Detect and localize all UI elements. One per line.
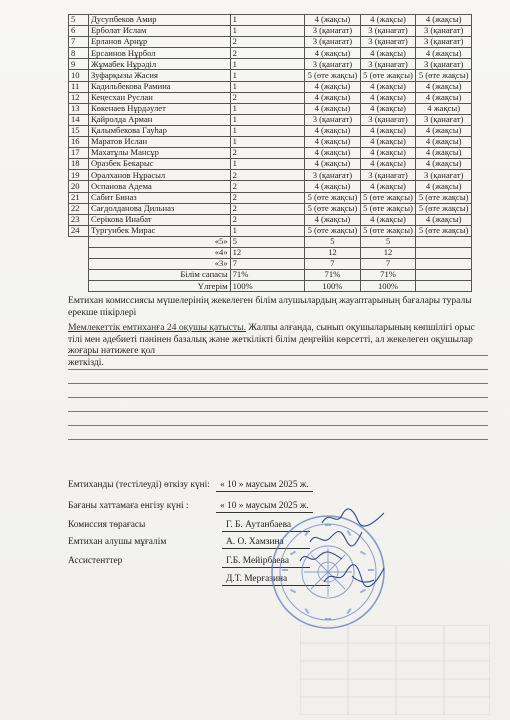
grade-final: 3 (қанағат) (416, 170, 472, 181)
teacher-name: А. О. Хамзина (222, 536, 310, 549)
grade-written: 4 (жақсы) (360, 137, 416, 148)
empty-cell (416, 281, 472, 292)
grade-final: 4 (жақсы) (416, 137, 472, 148)
variant-number: 1 (230, 15, 305, 26)
empty-cell (416, 259, 472, 270)
variant-number: 2 (230, 37, 305, 48)
entry-date-value: « 10 » маусым 2025 ж. (216, 500, 313, 513)
commission-opinion-title: Емтихан комиссиясы мүшелерінің жекелеген білім алушылардың жауаптарының бағалары туралы ерекше пікірлері (68, 295, 472, 318)
grade-oral: 4 (жақсы) (305, 159, 361, 170)
grade-final: 4 (жақсы) (416, 81, 472, 92)
variant-number: 1 (230, 103, 305, 114)
grade-oral: 3 (қанағат) (305, 114, 361, 125)
variant-number: 1 (230, 70, 305, 81)
table-row (69, 70, 472, 81)
summary-value-variant: 100% (230, 281, 305, 292)
variant-number: 2 (230, 214, 305, 225)
grade-final: 4 (жақсы) (416, 148, 472, 159)
blank-line (68, 411, 488, 412)
variant-number: 1 (230, 81, 305, 92)
variant-number: 2 (230, 203, 305, 214)
summary-value-oral: 5 (305, 236, 361, 247)
blank-cell (69, 259, 89, 270)
student-name: Махатұлы Мансұр (88, 148, 230, 159)
variant-number: 1 (230, 125, 305, 136)
grade-written: 3 (қанағат) (360, 59, 416, 70)
grade-oral: 3 (қанағат) (305, 170, 361, 181)
grade-final: 3 (қанағат) (416, 59, 472, 70)
variant-number: 2 (230, 181, 305, 192)
student-name: Қайролда Арман (88, 114, 230, 125)
table-row (69, 203, 472, 214)
grades-table (68, 14, 472, 292)
variant-number: 1 (230, 225, 305, 236)
grade-oral: 4 (жақсы) (305, 125, 361, 136)
row-number: 13 (69, 103, 89, 114)
student-name: Кадильбекова Рамина (88, 81, 230, 92)
grade-final: 5 (өте жақсы) (416, 203, 472, 214)
row-number: 22 (69, 203, 89, 214)
table-row (69, 103, 472, 114)
table-row (69, 37, 472, 48)
table-row (69, 81, 472, 92)
grade-final: 4 (жақсы) (416, 181, 472, 192)
grade-oral: 4 (жақсы) (305, 214, 361, 225)
summary-value-oral: 12 (305, 247, 361, 258)
student-name: Тургунбек Мирас (88, 225, 230, 236)
row-number: 21 (69, 192, 89, 203)
summary-label: «5» (88, 236, 230, 247)
blank-cell (69, 236, 89, 247)
grade-final: 4 (жақсы) (416, 159, 472, 170)
exam-date-label: Емтиханды (тестілеуді) өткізу күні: (68, 480, 210, 490)
summary-value-variant: 5 (230, 236, 305, 247)
summary-value-written: 12 (360, 247, 416, 258)
student-name: Қалымбекова Гауһар (88, 125, 230, 136)
entry-date-label: Бағаны хаттамаға енгізу күні : (68, 501, 189, 511)
summary-label: Үлгерім (88, 281, 230, 292)
grade-written: 4 (жақсы) (360, 15, 416, 26)
empty-cell (416, 270, 472, 281)
table-row (69, 59, 472, 70)
grade-oral: 3 (қанағат) (305, 59, 361, 70)
variant-number: 2 (230, 148, 305, 159)
row-number: 19 (69, 170, 89, 181)
commission-opinion-text (68, 322, 488, 368)
blank-cell (69, 281, 89, 292)
grade-written: 5 (өте жақсы) (360, 203, 416, 214)
grade-final: 3 (қанағат) (416, 114, 472, 125)
grade-written: 3 (қанағат) (360, 37, 416, 48)
grade-final: 4 жақсы) (416, 103, 472, 114)
summary-label: Білім сапасы (88, 270, 230, 281)
grade-written: 5 (өте жақсы) (360, 192, 416, 203)
student-name: Оспанова Адема (88, 181, 230, 192)
row-number: 15 (69, 125, 89, 136)
summary-value-oral: 71% (305, 270, 361, 281)
blank-line (68, 425, 488, 426)
blank-cell (69, 270, 89, 281)
grade-oral: 3 (қанағат) (305, 37, 361, 48)
grade-oral: 5 (өте жақсы) (305, 192, 361, 203)
assistant-2-name: Д.Т. Мерғазина (222, 573, 330, 586)
table-row (69, 148, 472, 159)
table-row (69, 159, 472, 170)
grade-oral: 3 (қанағат) (305, 26, 361, 37)
grade-written: 4 (жақсы) (360, 181, 416, 192)
summary-value-oral: 7 (305, 259, 361, 270)
grade-written: 5 (өте жақсы) (360, 70, 416, 81)
grade-written: 3 (қанағат) (360, 26, 416, 37)
grade-oral: 4 (жақсы) (305, 81, 361, 92)
grade-written: 4 (жақсы) (360, 48, 416, 59)
student-name: Ерболат Ислам (88, 26, 230, 37)
summary-row (69, 259, 472, 270)
blank-cell (69, 247, 89, 258)
table-row (69, 48, 472, 59)
student-name: Жұмабек Нұрәділ (88, 59, 230, 70)
table-row (69, 192, 472, 203)
student-name: Серікова Инабат (88, 214, 230, 225)
grade-final: 5 (өте жақсы) (416, 70, 472, 81)
grade-written: 3 (қанағат) (360, 170, 416, 181)
grade-final: 5 (өте жақсы) (416, 225, 472, 236)
variant-number: 1 (230, 59, 305, 70)
teacher-label: Емтихан алушы мұғалім (68, 537, 167, 547)
grade-final: 3 (қанағат) (416, 26, 472, 37)
summary-tail: жеткізді. (68, 356, 104, 368)
variant-number: 1 (230, 159, 305, 170)
row-number: 7 (69, 37, 89, 48)
row-number: 8 (69, 48, 89, 59)
summary-label: «3» (88, 259, 230, 270)
summary-row (69, 247, 472, 258)
blank-line (68, 355, 488, 356)
grade-final: 4 (жақсы) (416, 125, 472, 136)
grade-written: 3 (қанағат) (360, 114, 416, 125)
variant-number: 2 (230, 192, 305, 203)
row-number: 16 (69, 137, 89, 148)
row-number: 14 (69, 114, 89, 125)
row-number: 6 (69, 26, 89, 37)
row-number: 20 (69, 181, 89, 192)
table-row (69, 15, 472, 26)
reverse-side-bleed (300, 625, 490, 715)
student-name: Ерланов Арнұр (88, 37, 230, 48)
variant-number: 1 (230, 137, 305, 148)
assistant-1-name: Г.Б. Мейірбаева (222, 555, 310, 568)
summary-value-written: 71% (360, 270, 416, 281)
variant-number: 2 (230, 48, 305, 59)
row-number: 9 (69, 59, 89, 70)
student-name: Зуфарқызы Жасия (88, 70, 230, 81)
row-number: 17 (69, 148, 89, 159)
empty-cell (416, 247, 472, 258)
grade-written: 5 (өте жақсы) (360, 225, 416, 236)
variant-number: 1 (230, 26, 305, 37)
participants-sentence: Мемлекеттік емтиханға 24 оқушы қатысты. (68, 322, 246, 333)
grade-written: 4 (жақсы) (360, 81, 416, 92)
variant-number: 2 (230, 170, 305, 181)
student-name: Ерсаинов Нұрбол (88, 48, 230, 59)
row-number: 23 (69, 214, 89, 225)
grade-written: 4 (жақсы) (360, 148, 416, 159)
row-number: 10 (69, 70, 89, 81)
grade-oral: 4 (жақсы) (305, 181, 361, 192)
table-row (69, 26, 472, 37)
table-row (69, 225, 472, 236)
grade-final: 3 (қанағат) (416, 37, 472, 48)
grade-final: 5 (өте жақсы) (416, 192, 472, 203)
grade-oral: 5 (өте жақсы) (305, 70, 361, 81)
exam-date-value: « 10 » маусым 2025 ж. (216, 479, 313, 492)
summary-sentence: Жалпы алғанда, сынып оқушыларының көпшілігі орыс тілі мен әдебиеті пәнінен базалық және жеткілікті білім деңгейін көрсетті, ал жекелеген оқушылар жоғары нәтижеге қол (68, 322, 475, 357)
table-row (69, 92, 472, 103)
summary-value-written: 100% (360, 281, 416, 292)
table-row (69, 214, 472, 225)
student-name: Оразбек Бекарыс (88, 159, 230, 170)
grade-final: 4 (жақсы) (416, 15, 472, 26)
blank-line (68, 439, 488, 440)
grade-oral: 4 (жақсы) (305, 15, 361, 26)
grade-written: 4 (жақсы) (360, 125, 416, 136)
blank-line (68, 369, 488, 370)
row-number: 5 (69, 15, 89, 26)
student-name: Сағдолданова Дильназ (88, 203, 230, 214)
assistant-2-signature-icon (318, 562, 388, 590)
summary-value-variant: 71% (230, 270, 305, 281)
grade-written: 4 (жақсы) (360, 159, 416, 170)
summary-row (69, 270, 472, 281)
summary-value-written: 5 (360, 236, 416, 247)
table-row (69, 114, 472, 125)
summary-row (69, 281, 472, 292)
blank-line (68, 383, 488, 384)
empty-cell (416, 236, 472, 247)
grade-oral: 4 (жақсы) (305, 48, 361, 59)
row-number: 11 (69, 81, 89, 92)
row-number: 24 (69, 225, 89, 236)
grade-final: 4 (жақсы) (416, 48, 472, 59)
summary-value-variant: 12 (230, 247, 305, 258)
student-name: Дусупбеков Амир (88, 15, 230, 26)
grade-oral: 5 (өте жақсы) (305, 203, 361, 214)
chair-name: Г. Б. Аутанбаева (222, 519, 310, 532)
grade-oral: 4 (жақсы) (305, 103, 361, 114)
variant-number: 1 (230, 114, 305, 125)
grade-oral: 4 (жақсы) (305, 137, 361, 148)
chair-label: Комиссия төрағасы (68, 520, 146, 530)
summary-value-oral: 100% (305, 281, 361, 292)
grade-written: 4 (жақсы) (360, 103, 416, 114)
table-row (69, 181, 472, 192)
summary-label: «4» (88, 247, 230, 258)
assistants-label: Ассистенттер (68, 556, 123, 566)
row-number: 18 (69, 159, 89, 170)
grade-final: 4 (жақсы) (416, 92, 472, 103)
table-row (69, 137, 472, 148)
grade-final: 4 (жақсы) (416, 214, 472, 225)
table-row (69, 170, 472, 181)
blank-line (68, 397, 488, 398)
student-name: Көкенаев Нұрдәулет (88, 103, 230, 114)
student-name: Оралханов Нұрасыл (88, 170, 230, 181)
row-number: 12 (69, 92, 89, 103)
grade-written: 4 (жақсы) (360, 214, 416, 225)
grade-oral: 5 (өте жақсы) (305, 225, 361, 236)
grade-written: 4 (жақсы) (360, 92, 416, 103)
table-row (69, 125, 472, 136)
student-name: Кеңесхан Руслан (88, 92, 230, 103)
summary-value-written: 7 (360, 259, 416, 270)
student-name: Маратов Ислан (88, 137, 230, 148)
grade-oral: 4 (жақсы) (305, 148, 361, 159)
summary-row (69, 236, 472, 247)
variant-number: 2 (230, 92, 305, 103)
student-name: Сабит Биназ (88, 192, 230, 203)
summary-value-variant: 7 (230, 259, 305, 270)
grade-oral: 4 (жақсы) (305, 92, 361, 103)
